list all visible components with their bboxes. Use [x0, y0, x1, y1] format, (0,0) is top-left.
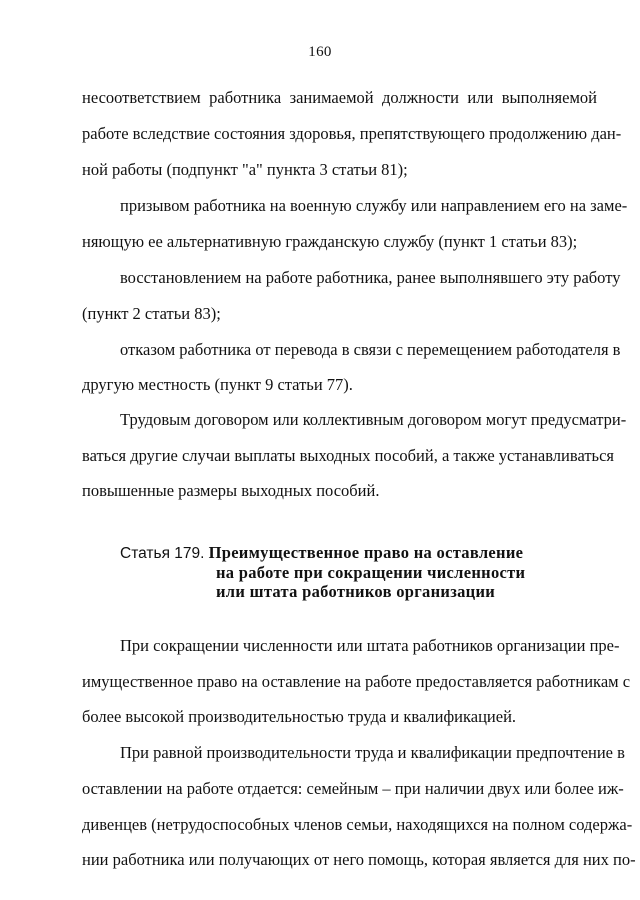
- paragraph-line: ной работы (подпункт "а" пункта 3 статьи 81);: [82, 160, 408, 179]
- paragraph-line: работе вследствие состояния здоровья, препятствующего продолжению дан-: [82, 124, 622, 143]
- paragraph-line: восстановлением на работе работника, ранее выполнявшего эту работу: [120, 268, 621, 287]
- page-number: 160: [308, 44, 332, 60]
- paragraph-line: имущественное право на оставление на работе предоставляется работникам с: [82, 672, 631, 691]
- paragraph-line: ваться другие случаи выплаты выходных пособий, а также устанавливаться: [82, 446, 614, 465]
- article-title-line: Преимущественное право на оставление: [208, 543, 524, 562]
- article-number: Статья 179.: [120, 545, 205, 562]
- paragraph-line: повышенные размеры выходных пособий.: [82, 481, 380, 500]
- paragraph-line: другую местность (пункт 9 статьи 77).: [82, 375, 353, 394]
- paragraph-line: отказом работника от перевода в связи с перемещением работодателя в: [120, 340, 621, 359]
- paragraph-line: няющую ее альтернативную гражданскую службу (пункт 1 статьи 83);: [82, 232, 578, 251]
- paragraph-line: Трудовым договором или коллективным договором могут предусматри-: [120, 410, 627, 429]
- article-heading: [120, 543, 523, 564]
- paragraph-line: При равной производительности труда и квалификации предпочтение в: [120, 743, 625, 762]
- paragraph-line: несоответствием работника занимаемой должности или выполняемой: [82, 88, 597, 107]
- paragraph-line: оставлении на работе отдается: семейным – при наличии двух или более иж-: [82, 779, 624, 798]
- paragraph-line: более высокой производительностью труда и квалификацией.: [82, 707, 517, 726]
- paragraph-line: нии работника или получающих от него помощь, которая является для них по-: [82, 850, 636, 869]
- paragraph-line: призывом работника на военную службу или направлением его на заме-: [120, 196, 628, 215]
- paragraph-line: дивенцев (нетрудоспособных членов семьи, находящихся на полном содержа-: [82, 815, 633, 834]
- paragraph-line: При сокращении численности или штата работников организации пре-: [120, 636, 620, 655]
- paragraph-line: (пункт 2 статьи 83);: [82, 304, 221, 323]
- article-title-line: на работе при сокращении численности: [216, 563, 526, 582]
- article-title-line: или штата работников организации: [216, 582, 496, 601]
